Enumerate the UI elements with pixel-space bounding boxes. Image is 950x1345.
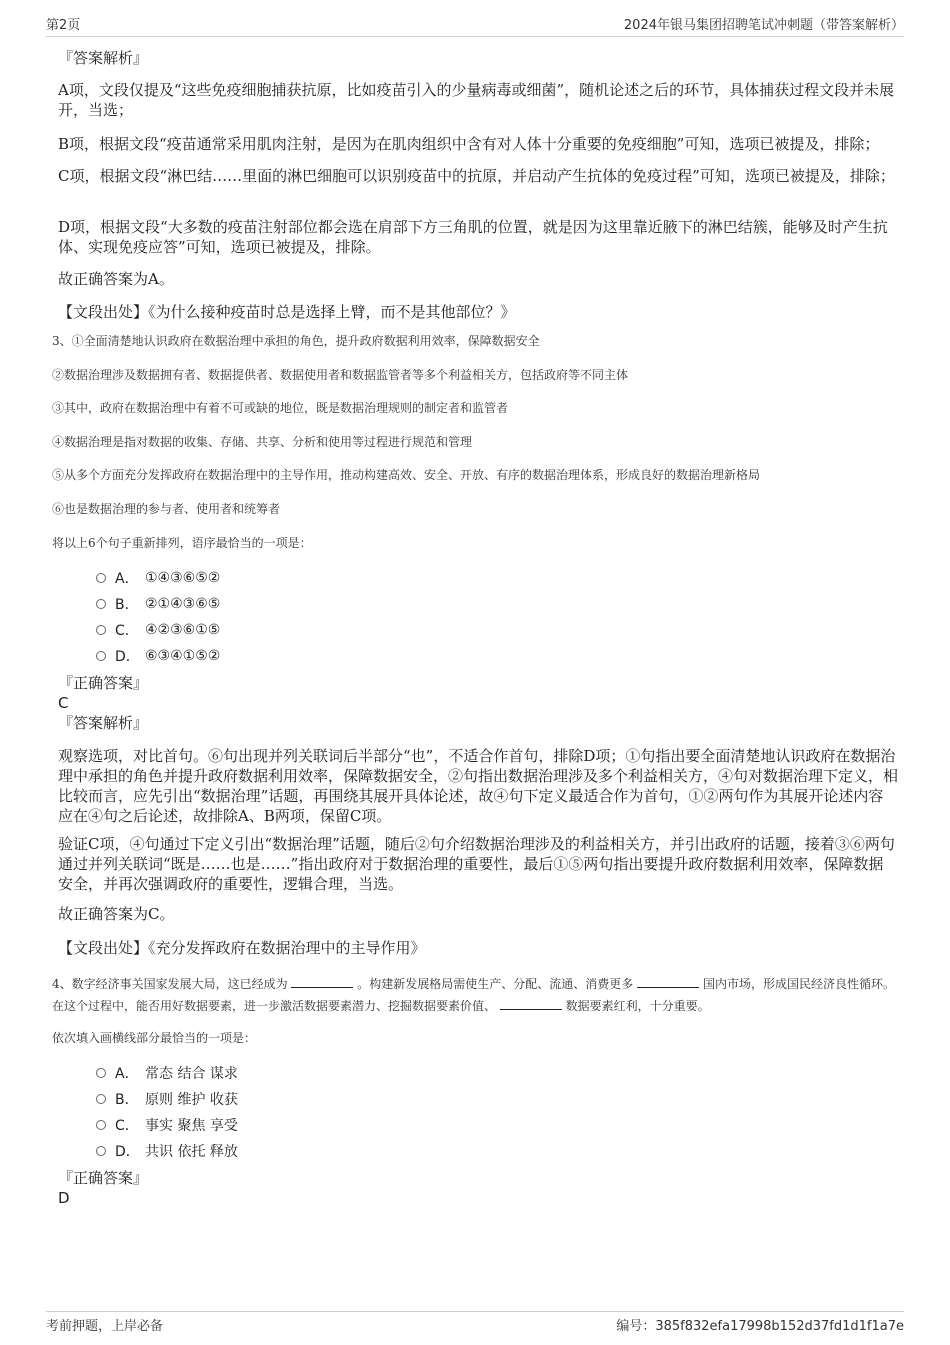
radio-icon[interactable]: [96, 1120, 106, 1130]
q4-option-c[interactable]: C． 事实 聚焦 享受: [96, 1114, 238, 1136]
q4-stem: 4、数字经济事关国家发展大局，这已经成为 。构建新发展格局需使生产、分配、流通、消费更多 国内市场，形成国民经济良性循环。在这个过程中，能否用好数据要素，进一步激活数据要素潜力、挖掘数据要素价值、 数据要素红利，十分重要。: [52, 977, 895, 1013]
q3-option-c[interactable]: C． ④②③⑥①⑤: [96, 619, 220, 641]
q3-option-d[interactable]: D． ⑥③④①⑤②: [96, 645, 220, 667]
q3-analysis-tag: 『答案解析』: [58, 714, 149, 732]
q3-correct-answer: C: [58, 694, 69, 712]
document-id: 编号：385f832efa17998b152d37fd1d1f1a7e: [616, 1319, 904, 1334]
radio-icon[interactable]: [96, 625, 106, 635]
q3-conclusion: 故正确答案为C。: [58, 905, 175, 923]
q3-sentence-3: ③其中，政府在数据治理中有着不可或缺的地位，既是数据治理规则的制定者和监管者: [52, 401, 509, 415]
radio-icon[interactable]: [96, 651, 106, 661]
q4-correct-answer: D: [58, 1189, 70, 1207]
q3-analysis-2: 验证C项，④句通过下定义引出“数据治理”话题，随后②句介绍数据治理涉及的利益相关方，并引出政府的话题，接着③⑥两句通过并列关联词“既是……也是……”指出政府对于数据治理的重要性，最后①⑤两句指出要提升政府数据利用效率，保障数据安全，并再次强调政府的重要性，逻辑合理，当选。: [58, 835, 895, 893]
q4-correct-tag: 『正确答案』: [58, 1169, 149, 1187]
radio-icon[interactable]: [96, 1068, 106, 1078]
q3-source: 【文段出处】《充分发挥政府在数据治理中的主导作用》: [58, 939, 426, 957]
document-title: 2024年银马集团招聘笔试冲刺题（带答案解析）: [623, 18, 904, 33]
page-number: 第2页: [46, 18, 81, 33]
blank-1: [291, 975, 353, 988]
radio-icon[interactable]: [96, 1146, 106, 1156]
q2-analysis-d: D项，根据文段“大多数的疫苗注射部位都会选在肩部下方三角肌的位置，就是因为这里靠近腋下的淋巴结簇，能够及时产生抗体、实现免疫应答”可知，选项已被提及，排除。: [58, 218, 888, 256]
q3-sentence-6: ⑥也是数据治理的参与者、使用者和统筹者: [52, 502, 281, 516]
q2-analysis-tag: 『答案解析』: [58, 49, 149, 67]
q2-analysis-c: C项，根据文段“淋巴结……里面的淋巴细胞可以识别疫苗中的抗原，并启动产生抗体的免疫过程”可知，选项已被提及，排除；: [58, 167, 895, 185]
q3-sentence-1: 3、①全面清楚地认识政府在数据治理中承担的角色，提升政府数据利用效率，保障数据安全: [52, 334, 540, 348]
q2-conclusion: 故正确答案为A。: [58, 270, 174, 288]
footer-slogan: 考前押题，上岸必备: [46, 1319, 164, 1334]
q4-prompt: 依次填入画横线部分最恰当的一项是：: [52, 1031, 257, 1045]
page-footer: [46, 1311, 904, 1334]
q3-analysis-1: 观察选项，对比首句。⑥句出现并列关联词后半部分“也”，不适合作首句，排除D项；①句指出要全面清楚地认识政府在数据治理中承担的角色并提升政府数据利用效率，保障数据安全，②句指出数据治理涉及多个利益相关方，④句对数据治理下定义，相比较而言，应先引出“数据治理”话题，再围绕其展开具体论述，故④句下定义最适合作为首句，①②两句作为其展开论述内容应在④句之后论述，故排除A、B两项，保留C项。: [58, 747, 899, 825]
q4-option-d[interactable]: D． 共识 依托 释放: [96, 1140, 238, 1162]
radio-icon[interactable]: [96, 599, 106, 609]
q4-option-b[interactable]: B． 原则 维护 收获: [96, 1088, 238, 1110]
q4-option-a[interactable]: A． 常态 结合 谋求: [96, 1062, 238, 1084]
q3-prompt: 将以上6个句子重新排列，语序最恰当的一项是：: [52, 536, 312, 550]
q2-analysis-a: A项，文段仅提及“这些免疫细胞捕获抗原，比如疫苗引入的少量病毒或细菌”，随机论述之后的环节，具体捕获过程文段并未展开，当选；: [58, 81, 895, 119]
blank-2: [637, 975, 699, 988]
q3-option-b[interactable]: B． ②①④③⑥⑤: [96, 593, 220, 615]
q3-option-a[interactable]: A． ①④③⑥⑤②: [96, 567, 220, 589]
radio-icon[interactable]: [96, 573, 106, 583]
q3-sentence-5: ⑤从多个方面充分发挥政府在数据治理中的主导作用，推动构建高效、安全、开放、有序的数据治理体系，形成良好的数据治理新格局: [52, 468, 761, 482]
page-header: [46, 14, 904, 37]
q2-analysis-b: B项，根据文段“疫苗通常采用肌肉注射，是因为在肌肉组织中含有对人体十分重要的免疫细胞”可知，选项已被提及，排除；: [58, 135, 880, 153]
q3-correct-tag: 『正确答案』: [58, 674, 149, 692]
q3-sentence-2: ②数据治理涉及数据拥有者、数据提供者、数据使用者和数据监管者等多个利益相关方，包括政府等不同主体: [52, 368, 629, 382]
blank-3: [500, 997, 562, 1010]
q3-sentence-4: ④数据治理是指对数据的收集、存储、共享、分析和使用等过程进行规范和管理: [52, 435, 473, 449]
q2-source: 【文段出处】《为什么接种疫苗时总是选择上臂，而不是其他部位？》: [58, 303, 516, 321]
radio-icon[interactable]: [96, 1094, 106, 1104]
